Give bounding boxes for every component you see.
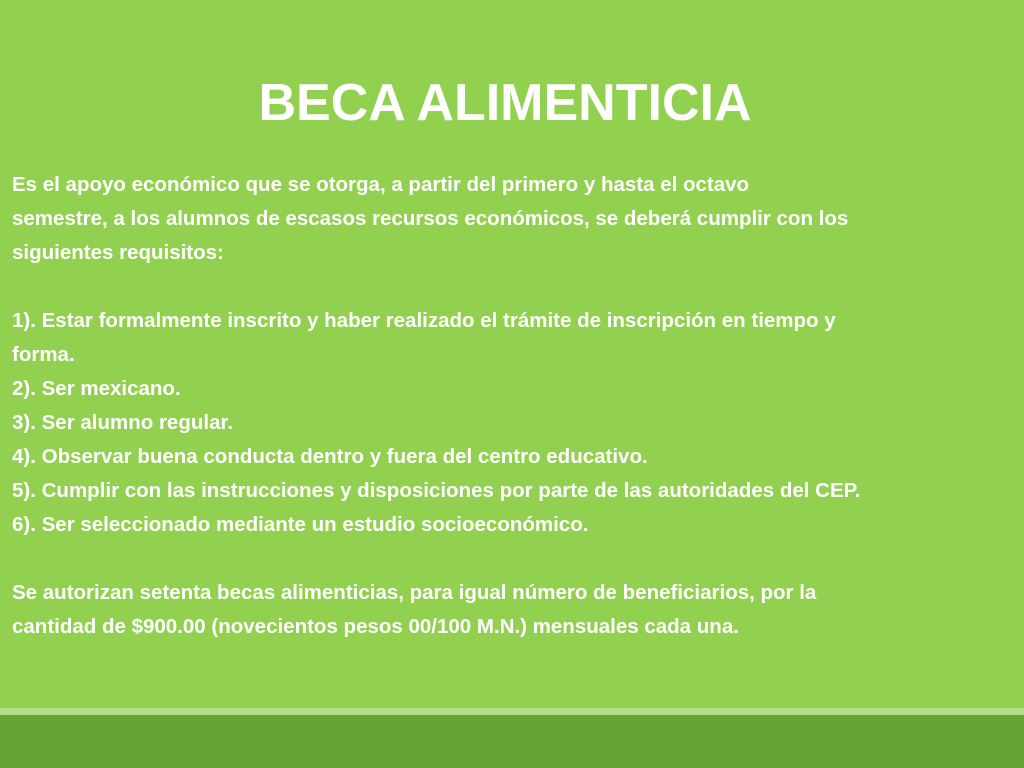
- slide-body: [12, 168, 1014, 644]
- closing-line: cantidad de $900.00 (novecientos pesos 00/100 M.N.) mensuales cada una.: [12, 615, 739, 638]
- intro-line: Es el apoyo económico que se otorga, a partir del primero y hasta el octavo: [12, 173, 750, 196]
- requirement-item: 6). Ser seleccionado mediante un estudio socioeconómico.: [12, 513, 589, 536]
- intro-line: siguientes requisitos:: [12, 241, 224, 264]
- closing-line: Se autorizan setenta becas alimenticias, para igual número de beneficiarios, por la: [12, 581, 817, 604]
- requirement-item: 4). Observar buena conducta dentro y fuera del centro educativo.: [12, 445, 648, 468]
- requirement-item: 5). Cumplir con las instrucciones y disposiciones por parte de las autoridades del CEP.: [12, 479, 861, 502]
- footer-accent-line: [0, 708, 1024, 715]
- paragraph-spacer: [12, 542, 1014, 576]
- footer-bar: [0, 715, 1024, 768]
- slide-title: BECA ALIMENTICIA: [258, 74, 752, 132]
- requirement-item: 1). Estar formalmente inscrito y haber realizado el trámite de inscripción en tiempo y: [12, 309, 836, 332]
- paragraph-spacer: [12, 270, 1014, 304]
- requirement-item: forma.: [12, 343, 75, 366]
- requirement-item: 3). Ser alumno regular.: [12, 411, 234, 434]
- intro-line: semestre, a los alumnos de escasos recursos económicos, se deberá cumplir con los: [12, 207, 849, 230]
- requirement-item: 2). Ser mexicano.: [12, 377, 181, 400]
